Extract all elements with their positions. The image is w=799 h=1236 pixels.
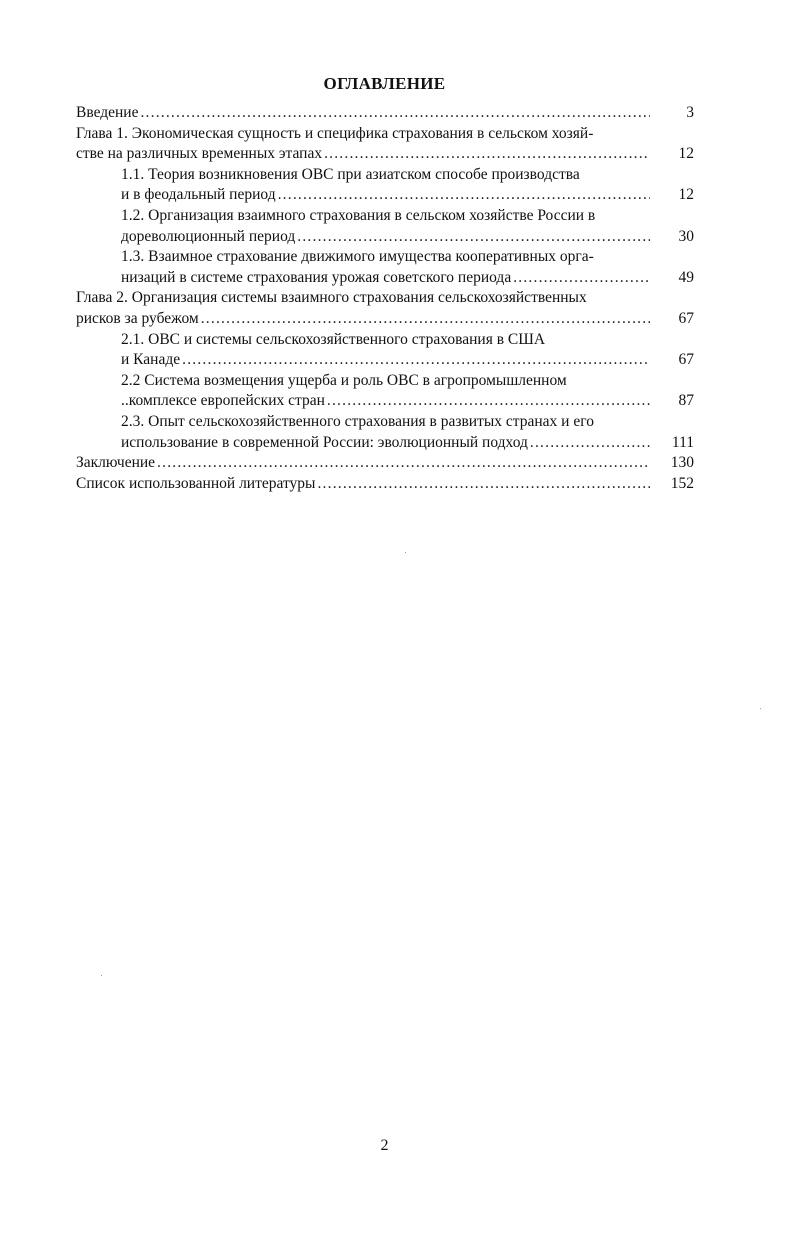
toc-entry-chapter-2[interactable] [76, 288, 694, 329]
toc-entry-conclusion[interactable] [76, 453, 694, 474]
toc-entry-section-1-3[interactable] [76, 247, 694, 288]
toc-entry-text: Введение [76, 104, 139, 121]
toc-entry-text: и в феодальный период [121, 186, 276, 204]
toc-page-number: 3 [686, 104, 694, 121]
toc-entry-text: Заключение [76, 454, 156, 472]
toc-page-number: 12 [678, 145, 694, 163]
toc-entry-text: ..комплексе европейских стран [121, 392, 325, 410]
scan-speck [760, 708, 761, 709]
dot-leader [327, 391, 650, 412]
toc-entry-chapter-1[interactable] [76, 124, 694, 165]
toc-title: ОГЛАВЛЕНИЕ [323, 74, 446, 93]
toc-entry-section-2-3[interactable] [76, 412, 694, 453]
toc-entry-text: 1.1. Теория возникновения ОВС при азиатском способе производства [121, 165, 580, 183]
toc-page-number: 67 [678, 309, 694, 327]
toc-entry-text: 2.1. ОВС и системы сельскохозяйственного страхования в США [121, 330, 546, 348]
toc-entry-text: низаций в системе страхования урожая советского периода [121, 268, 512, 286]
dot-leader [157, 453, 650, 474]
toc-entry-text: использование в современной России: эволюционный подход [121, 433, 528, 451]
toc-entry-section-1-2[interactable] [76, 206, 694, 247]
toc-entry-text: 2.2 Система возмещения ущерба и роль ОВС в агропромышленном [121, 371, 567, 389]
toc-entry-section-2-2[interactable] [76, 371, 694, 412]
toc-page-number: 87 [678, 392, 694, 410]
dot-leader [140, 103, 650, 124]
dot-leader [297, 227, 650, 248]
toc-entry-text: Глава 2. Организация системы взаимного страхования сельскохозяйственных [76, 289, 587, 307]
toc-entry-bibliography[interactable] [76, 474, 694, 495]
dot-leader [530, 433, 650, 454]
dot-leader [201, 309, 650, 330]
toc-entry-text: стве на различных временных этапах [76, 145, 323, 163]
toc-entry-text: Глава 1. Экономическая сущность и специфика страхования в сельском хозяй- [76, 124, 594, 142]
toc-page-number: 67 [678, 351, 694, 369]
toc-entry-introduction[interactable] [76, 103, 694, 124]
toc-entry-text: и Канаде [121, 351, 181, 369]
dot-leader [513, 268, 650, 289]
dot-leader [278, 185, 650, 206]
toc-entry-text: 1.2. Организация взаимного страхования в сельском хозяйстве России в [121, 206, 596, 224]
toc-entry-text: Список использованной литературы [76, 474, 316, 492]
scan-speck [405, 552, 406, 553]
table-of-contents [76, 103, 694, 494]
page-number: 2 [380, 1137, 389, 1154]
scan-speck [101, 975, 102, 976]
toc-entry-text: дореволюционный период [121, 227, 296, 245]
dot-leader [317, 474, 650, 495]
toc-page-number: 49 [678, 268, 694, 286]
toc-entry-section-2-1[interactable] [76, 330, 694, 371]
toc-page-number: 152 [670, 474, 694, 492]
toc-page-number: 12 [678, 186, 694, 204]
toc-entry-text: рисков за рубежом [76, 309, 199, 327]
toc-entry-text: 2.3. Опыт сельскохозяйственного страхования в развитых странах и его [121, 412, 594, 430]
toc-page-number: 130 [670, 454, 694, 472]
toc-page-number: 111 [671, 433, 694, 451]
toc-entry-text: 1.3. Взаимное страхование движимого имущества кооперативных орга- [121, 248, 594, 266]
toc-page-number: 30 [678, 227, 694, 245]
dot-leader [182, 350, 650, 371]
dot-leader [324, 144, 650, 165]
toc-entry-section-1-1[interactable] [76, 165, 694, 206]
